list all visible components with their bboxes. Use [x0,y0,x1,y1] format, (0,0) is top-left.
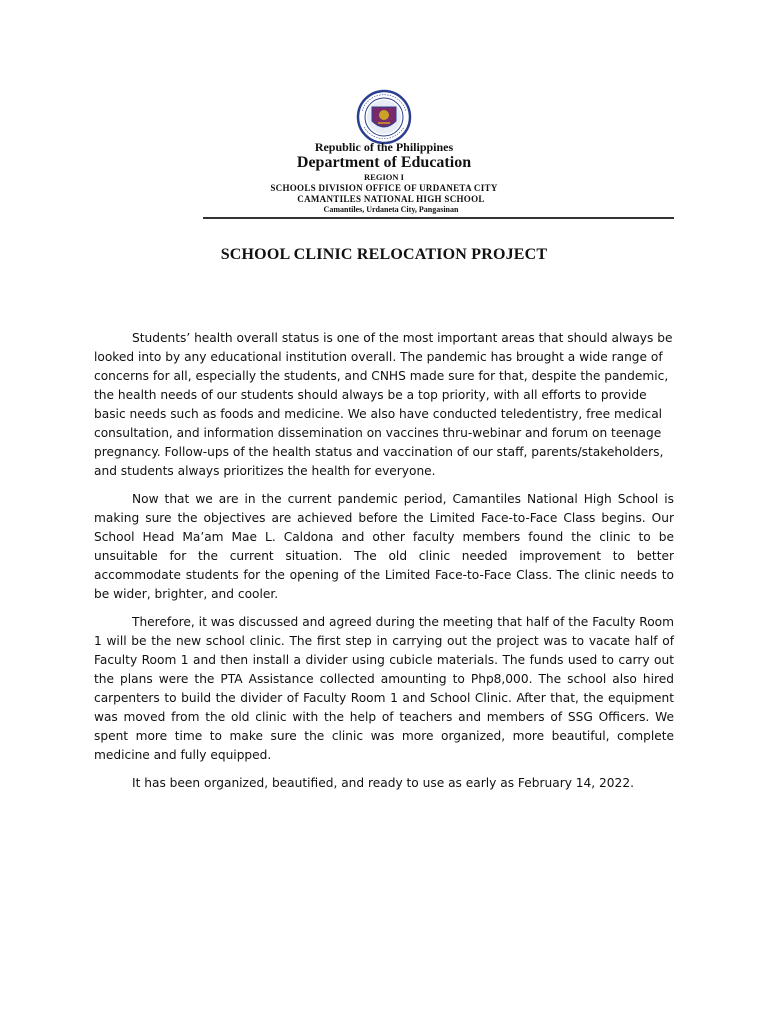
paragraph-current-situation: Now that we are in the current pandemic period, Camantiles National High School is making sure the objectives are achieved before the Limited Face-to-Face Class begins. Our School Head Ma’am Mae L. Caldona and other faculty members found the clinic to be unsuitable for the current situation. The old clinic needed improvement to better accommodate students for the opening of the Limited Face-to-Face Class. The clinic needs to be wider, brighter, and cooler. [94,492,674,601]
letterhead-department: Department of Education [296,154,472,171]
letterhead-address: Camantiles, Urdaneta City, Pangasinan [323,205,459,214]
letterhead-republic: Republic of the Philippines [314,140,454,154]
document-title: SCHOOL CLINIC RELOCATION PROJECT [220,246,548,263]
paragraph-relocation-steps: Therefore, it was discussed and agreed during the meeting that half of the Faculty Room 1 will be the new school clinic. The first step in carrying out the project was to vacate half of Faculty Room 1 and then install a divider using cubicle materials. The funds used to carry out the plans were the PTA Assistance collected amounting to Php8,000. The school also hired carpenters to build the divider of Faculty Room 1 and School Clinic. After that, the equipment was moved from the old clinic with the help of teachers and members of SSG Officers. We spent more time to make sure the clinic was more organized, more beautiful, complete medicine and fully equipped. [94,615,674,762]
paragraph-health-status: Students’ health overall status is one of the most important areas that should always be looked into by any educational institution overall. The pandemic has brought a wide range of concerns for all, especially the students, and CNHS made sure for that, despite the pandemic, the health needs of our students should always be a top priority, with all efforts to provide basic needs such as foods and medicine. We also have conducted teledentistry, free medical consultation, and information dissemination on vaccines thru-webinar and forum on teenage pregnancy. Follow-ups of the health status and vaccination of our staff, parents/stakeholders, and students always prioritizes the health for everyone. [94,331,673,478]
letterhead-divider [203,217,674,219]
letterhead-division-office: SCHOOLS DIVISION OFFICE OF URDANETA CITY [270,183,498,193]
letterhead-school: CAMANTILES NATIONAL HIGH SCHOOL [297,194,485,204]
document-body [94,329,674,802]
deped-seal-icon [348,89,420,145]
letterhead-region: REGION I [364,172,404,182]
paragraph-completion-date: It has been organized, beautified, and ready to use as early as February 14, 2022. [132,776,634,790]
